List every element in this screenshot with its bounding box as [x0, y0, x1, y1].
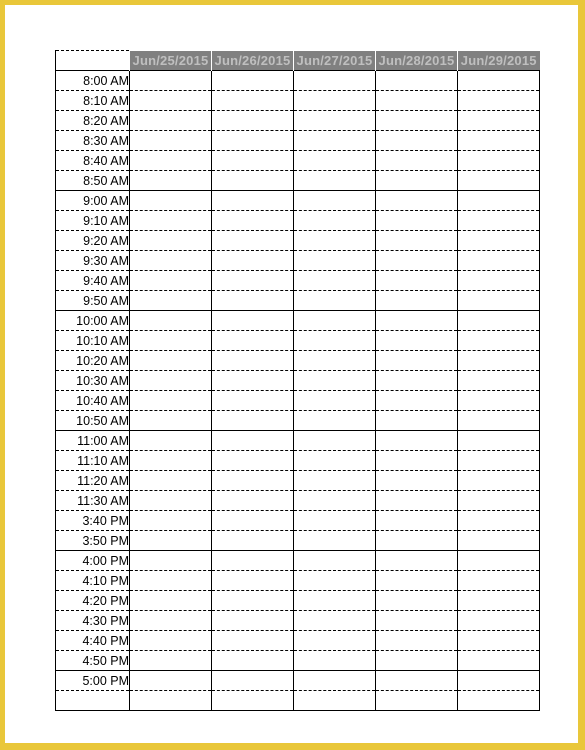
- schedule-slot-cell[interactable]: [376, 531, 458, 551]
- schedule-slot-cell[interactable]: [130, 131, 212, 151]
- schedule-slot-cell[interactable]: [212, 671, 294, 691]
- schedule-slot-cell[interactable]: [130, 151, 212, 171]
- schedule-slot-cell[interactable]: [458, 571, 540, 591]
- time-slot-row: [56, 431, 540, 451]
- schedule-slot-cell[interactable]: [130, 391, 212, 411]
- schedule-slot-cell[interactable]: [212, 611, 294, 631]
- schedule-slot-cell[interactable]: [130, 571, 212, 591]
- time-label: 9:30 AM: [56, 251, 130, 271]
- schedule-slot-cell[interactable]: [458, 631, 540, 651]
- time-label: 9:10 AM: [56, 211, 130, 231]
- schedule-slot-cell[interactable]: [294, 311, 376, 331]
- schedule-slot-cell[interactable]: [376, 511, 458, 531]
- schedule-slot-cell[interactable]: [458, 691, 540, 711]
- time-slot-row: [56, 411, 540, 431]
- schedule-slot-cell[interactable]: [376, 291, 458, 311]
- schedule-slot-cell[interactable]: [130, 91, 212, 111]
- schedule-slot-cell[interactable]: [458, 391, 540, 411]
- schedule-slot-cell[interactable]: [458, 411, 540, 431]
- schedule-slot-cell[interactable]: [212, 691, 294, 711]
- schedule-slot-cell[interactable]: [130, 431, 212, 451]
- schedule-slot-cell[interactable]: [212, 411, 294, 431]
- schedule-slot-cell[interactable]: [294, 671, 376, 691]
- schedule-slot-cell[interactable]: [458, 611, 540, 631]
- day-header: Jun/29/2015: [458, 51, 540, 71]
- schedule-slot-cell[interactable]: [376, 651, 458, 671]
- schedule-slot-cell[interactable]: [376, 371, 458, 391]
- schedule-slot-cell[interactable]: [458, 471, 540, 491]
- time-slot-row: [56, 491, 540, 511]
- schedule-slot-cell[interactable]: [294, 151, 376, 171]
- schedule-slot-cell[interactable]: [376, 311, 458, 331]
- day-header: Jun/27/2015: [294, 51, 376, 71]
- schedule-slot-cell[interactable]: [130, 411, 212, 431]
- schedule-slot-cell[interactable]: [212, 211, 294, 231]
- schedule-slot-cell[interactable]: [376, 631, 458, 651]
- time-slot-row: [56, 591, 540, 611]
- schedule-slot-cell[interactable]: [294, 471, 376, 491]
- schedule-slot-cell[interactable]: [376, 671, 458, 691]
- schedule-slot-cell[interactable]: [212, 531, 294, 551]
- time-slot-row: [56, 351, 540, 371]
- schedule-slot-cell[interactable]: [212, 591, 294, 611]
- schedule-slot-cell[interactable]: [212, 331, 294, 351]
- schedule-slot-cell[interactable]: [212, 451, 294, 471]
- schedule-slot-cell[interactable]: [458, 151, 540, 171]
- time-slot-row: [56, 71, 540, 91]
- schedule-slot-cell[interactable]: [212, 271, 294, 291]
- schedule-slot-cell[interactable]: [458, 291, 540, 311]
- time-label: 11:30 AM: [56, 491, 130, 511]
- schedule-body: [56, 71, 540, 711]
- schedule-slot-cell[interactable]: [212, 491, 294, 511]
- time-slot-row: [56, 671, 540, 691]
- time-slot-row: [56, 331, 540, 351]
- time-slot-row: [56, 211, 540, 231]
- schedule-slot-cell[interactable]: [294, 331, 376, 351]
- schedule-slot-cell[interactable]: [130, 611, 212, 631]
- schedule-slot-cell[interactable]: [212, 311, 294, 331]
- schedule-slot-cell[interactable]: [212, 551, 294, 571]
- time-slot-row: [56, 691, 540, 711]
- schedule-slot-cell[interactable]: [130, 171, 212, 191]
- day-header: Jun/26/2015: [212, 51, 294, 71]
- schedule-slot-cell[interactable]: [376, 571, 458, 591]
- time-slot-row: [56, 171, 540, 191]
- schedule-slot-cell[interactable]: [376, 251, 458, 271]
- schedule-slot-cell[interactable]: [294, 591, 376, 611]
- schedule-slot-cell[interactable]: [376, 191, 458, 211]
- time-label: 9:20 AM: [56, 231, 130, 251]
- document-page: [5, 5, 578, 743]
- time-label: 4:10 PM: [56, 571, 130, 591]
- schedule-slot-cell[interactable]: [376, 471, 458, 491]
- time-slot-row: [56, 311, 540, 331]
- schedule-slot-cell[interactable]: [294, 551, 376, 571]
- schedule-slot-cell[interactable]: [458, 331, 540, 351]
- schedule-slot-cell[interactable]: [212, 111, 294, 131]
- schedule-slot-cell[interactable]: [376, 131, 458, 151]
- schedule-slot-cell[interactable]: [458, 211, 540, 231]
- schedule-slot-cell[interactable]: [294, 351, 376, 371]
- time-label: 8:50 AM: [56, 171, 130, 191]
- schedule-slot-cell[interactable]: [212, 631, 294, 651]
- time-slot-row: [56, 371, 540, 391]
- schedule-slot-cell[interactable]: [294, 251, 376, 271]
- schedule-slot-cell[interactable]: [458, 351, 540, 371]
- time-slot-row: [56, 91, 540, 111]
- schedule-slot-cell[interactable]: [294, 611, 376, 631]
- time-slot-row: [56, 471, 540, 491]
- time-label: 8:10 AM: [56, 91, 130, 111]
- schedule-slot-cell[interactable]: [294, 131, 376, 151]
- schedule-slot-cell[interactable]: [212, 511, 294, 531]
- schedule-slot-cell[interactable]: [130, 671, 212, 691]
- time-label: 4:30 PM: [56, 611, 130, 631]
- schedule-slot-cell[interactable]: [212, 91, 294, 111]
- schedule-slot-cell[interactable]: [130, 511, 212, 531]
- time-slot-row: [56, 611, 540, 631]
- time-label: 4:00 PM: [56, 551, 130, 571]
- schedule-slot-cell[interactable]: [294, 531, 376, 551]
- time-slot-row: [56, 251, 540, 271]
- schedule-slot-cell[interactable]: [294, 511, 376, 531]
- time-label: 9:40 AM: [56, 271, 130, 291]
- schedule-slot-cell[interactable]: [212, 191, 294, 211]
- schedule-slot-cell[interactable]: [294, 431, 376, 451]
- schedule-slot-cell[interactable]: [130, 111, 212, 131]
- schedule-slot-cell[interactable]: [458, 591, 540, 611]
- schedule-slot-cell[interactable]: [376, 451, 458, 471]
- time-slot-row: [56, 131, 540, 151]
- day-header: Jun/25/2015: [130, 51, 212, 71]
- schedule-slot-cell[interactable]: [376, 151, 458, 171]
- time-label: 4:40 PM: [56, 631, 130, 651]
- time-slot-row: [56, 391, 540, 411]
- time-slot-row: [56, 271, 540, 291]
- schedule-slot-cell[interactable]: [212, 291, 294, 311]
- time-label: 9:00 AM: [56, 191, 130, 211]
- schedule-slot-cell[interactable]: [294, 491, 376, 511]
- schedule-slot-cell[interactable]: [376, 271, 458, 291]
- time-slot-row: [56, 231, 540, 251]
- schedule-slot-cell[interactable]: [376, 611, 458, 631]
- time-label: 3:50 PM: [56, 531, 130, 551]
- schedule-slot-cell[interactable]: [294, 391, 376, 411]
- schedule-slot-cell[interactable]: [458, 371, 540, 391]
- schedule-slot-cell[interactable]: [130, 191, 212, 211]
- schedule-slot-cell[interactable]: [376, 351, 458, 371]
- time-label: 11:20 AM: [56, 471, 130, 491]
- schedule-slot-cell[interactable]: [294, 451, 376, 471]
- schedule-slot-cell[interactable]: [458, 551, 540, 571]
- schedule-slot-cell[interactable]: [130, 631, 212, 651]
- schedule-slot-cell[interactable]: [212, 71, 294, 91]
- schedule-slot-cell[interactable]: [212, 151, 294, 171]
- schedule-slot-cell[interactable]: [212, 651, 294, 671]
- time-label: 9:50 AM: [56, 291, 130, 311]
- schedule-slot-cell[interactable]: [458, 251, 540, 271]
- schedule-slot-cell[interactable]: [130, 331, 212, 351]
- time-slot-row: [56, 291, 540, 311]
- schedule-slot-cell[interactable]: [458, 651, 540, 671]
- schedule-slot-cell[interactable]: [294, 411, 376, 431]
- schedule-slot-cell[interactable]: [376, 411, 458, 431]
- schedule-slot-cell[interactable]: [376, 591, 458, 611]
- time-label: 4:20 PM: [56, 591, 130, 611]
- schedule-slot-cell[interactable]: [130, 351, 212, 371]
- schedule-slot-cell[interactable]: [458, 451, 540, 471]
- schedule-slot-cell[interactable]: [376, 551, 458, 571]
- schedule-slot-cell[interactable]: [212, 251, 294, 271]
- schedule-slot-cell[interactable]: [294, 231, 376, 251]
- time-label: 8:20 AM: [56, 111, 130, 131]
- schedule-slot-cell[interactable]: [294, 211, 376, 231]
- schedule-slot-cell[interactable]: [294, 171, 376, 191]
- time-slot-row: [56, 551, 540, 571]
- schedule-slot-cell[interactable]: [130, 251, 212, 271]
- time-slot-row: [56, 191, 540, 211]
- schedule-slot-cell[interactable]: [294, 651, 376, 671]
- schedule-slot-cell[interactable]: [212, 571, 294, 591]
- time-label: 11:10 AM: [56, 451, 130, 471]
- schedule-slot-cell[interactable]: [294, 271, 376, 291]
- schedule-slot-cell[interactable]: [458, 311, 540, 331]
- schedule-slot-cell[interactable]: [212, 391, 294, 411]
- schedule-slot-cell[interactable]: [294, 191, 376, 211]
- schedule-slot-cell[interactable]: [458, 271, 540, 291]
- schedule-slot-cell[interactable]: [376, 171, 458, 191]
- schedule-slot-cell[interactable]: [376, 491, 458, 511]
- schedule-table: [55, 50, 540, 711]
- schedule-slot-cell[interactable]: [130, 271, 212, 291]
- schedule-slot-cell[interactable]: [130, 551, 212, 571]
- schedule-slot-cell[interactable]: [376, 111, 458, 131]
- schedule-slot-cell[interactable]: [376, 391, 458, 411]
- schedule-slot-cell[interactable]: [130, 211, 212, 231]
- schedule-slot-cell[interactable]: [130, 231, 212, 251]
- time-slot-row: [56, 571, 540, 591]
- time-label: 10:00 AM: [56, 311, 130, 331]
- time-label: 10:40 AM: [56, 391, 130, 411]
- schedule-slot-cell[interactable]: [458, 71, 540, 91]
- schedule-slot-cell[interactable]: [458, 531, 540, 551]
- schedule-slot-cell[interactable]: [130, 71, 212, 91]
- schedule-slot-cell[interactable]: [458, 431, 540, 451]
- schedule-slot-cell[interactable]: [376, 331, 458, 351]
- schedule-slot-cell[interactable]: [458, 671, 540, 691]
- schedule-slot-cell[interactable]: [130, 691, 212, 711]
- schedule-slot-cell[interactable]: [376, 231, 458, 251]
- schedule-slot-cell[interactable]: [212, 171, 294, 191]
- time-slot-row: [56, 511, 540, 531]
- schedule-slot-cell[interactable]: [376, 211, 458, 231]
- day-header: Jun/28/2015: [376, 51, 458, 71]
- schedule-slot-cell[interactable]: [294, 291, 376, 311]
- schedule-slot-cell[interactable]: [294, 631, 376, 651]
- time-label: [56, 691, 130, 711]
- time-label: 5:00 PM: [56, 671, 130, 691]
- time-slot-row: [56, 451, 540, 471]
- schedule-slot-cell[interactable]: [212, 471, 294, 491]
- time-slot-row: [56, 651, 540, 671]
- time-label: 3:40 PM: [56, 511, 130, 531]
- schedule-slot-cell[interactable]: [212, 371, 294, 391]
- time-label: 4:50 PM: [56, 651, 130, 671]
- schedule-slot-cell[interactable]: [294, 111, 376, 131]
- time-slot-row: [56, 531, 540, 551]
- schedule-slot-cell[interactable]: [212, 351, 294, 371]
- time-slot-row: [56, 111, 540, 131]
- schedule-slot-cell[interactable]: [294, 91, 376, 111]
- schedule-slot-cell[interactable]: [130, 651, 212, 671]
- schedule-slot-cell[interactable]: [458, 491, 540, 511]
- schedule-slot-cell[interactable]: [130, 371, 212, 391]
- schedule-slot-cell[interactable]: [294, 691, 376, 711]
- schedule-slot-cell[interactable]: [458, 191, 540, 211]
- schedule-slot-cell[interactable]: [376, 71, 458, 91]
- schedule-slot-cell[interactable]: [130, 291, 212, 311]
- schedule-slot-cell[interactable]: [458, 231, 540, 251]
- schedule-slot-cell[interactable]: [212, 231, 294, 251]
- schedule-slot-cell[interactable]: [130, 451, 212, 471]
- time-label: 10:30 AM: [56, 371, 130, 391]
- time-label: 8:00 AM: [56, 71, 130, 91]
- schedule-slot-cell[interactable]: [458, 131, 540, 151]
- schedule-slot-cell[interactable]: [130, 491, 212, 511]
- header-corner-cell: [56, 51, 130, 71]
- schedule-slot-cell[interactable]: [458, 511, 540, 531]
- schedule-slot-cell[interactable]: [212, 131, 294, 151]
- schedule-slot-cell[interactable]: [130, 591, 212, 611]
- schedule-slot-cell[interactable]: [376, 691, 458, 711]
- time-slot-row: [56, 631, 540, 651]
- schedule-slot-cell[interactable]: [130, 531, 212, 551]
- schedule-slot-cell[interactable]: [130, 311, 212, 331]
- schedule-slot-cell[interactable]: [294, 371, 376, 391]
- schedule-slot-cell[interactable]: [376, 91, 458, 111]
- time-label: 11:00 AM: [56, 431, 130, 451]
- schedule-slot-cell[interactable]: [294, 71, 376, 91]
- time-label: 10:10 AM: [56, 331, 130, 351]
- schedule-slot-cell[interactable]: [458, 91, 540, 111]
- time-label: 8:40 AM: [56, 151, 130, 171]
- time-label: 10:50 AM: [56, 411, 130, 431]
- schedule-slot-cell[interactable]: [130, 471, 212, 491]
- schedule-slot-cell[interactable]: [458, 171, 540, 191]
- time-label: 10:20 AM: [56, 351, 130, 371]
- schedule-slot-cell[interactable]: [376, 431, 458, 451]
- schedule-slot-cell[interactable]: [458, 111, 540, 131]
- header-row: [56, 51, 540, 71]
- time-label: 8:30 AM: [56, 131, 130, 151]
- schedule-slot-cell[interactable]: [212, 431, 294, 451]
- schedule-slot-cell[interactable]: [294, 571, 376, 591]
- time-slot-row: [56, 151, 540, 171]
